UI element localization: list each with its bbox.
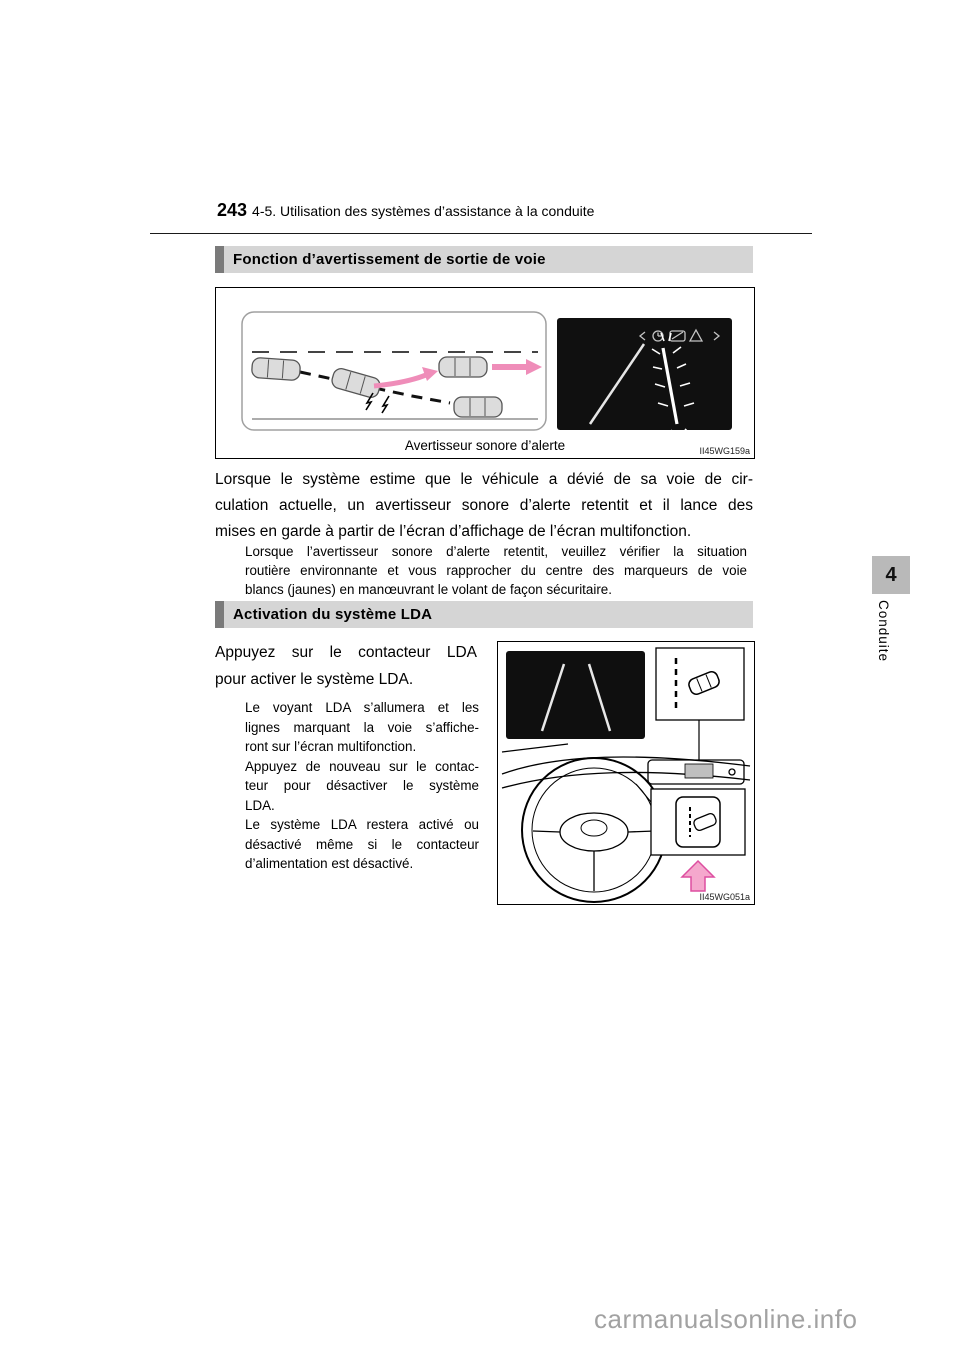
section2-title: Activation du système LDA (233, 606, 433, 623)
note-line: blancs (jaunes) en manœuvrant le volant de façon sécuritaire. (245, 582, 612, 597)
section1-header-bar (215, 246, 753, 273)
note-line: Lorsque l’avertisseur sonore d’alerte retentit, veuillez vérifier la situation (245, 544, 747, 559)
section2-note (245, 698, 479, 874)
note-line: Le voyant LDA s’allumera et les (245, 700, 479, 715)
steering-wheel (522, 758, 666, 902)
paragraph-line: Lorsque le système estime que le véhicule a dévié de sa voie de cir- (215, 471, 753, 488)
section1-title: Fonction d’avertissement de sortie de voie (233, 251, 546, 268)
section-reference: 4-5. Utilisation des systèmes d’assistance à la conduite (252, 203, 595, 219)
section2-paragraph (215, 639, 477, 693)
note-line: LDA. (245, 797, 275, 813)
note-line: désactivé même si le contacteur (245, 836, 479, 852)
lane-departure-illustration (216, 288, 754, 458)
note-line: Le système LDA restera activé ou (245, 817, 479, 832)
chapter-tab-number: 4 (872, 556, 910, 594)
section1-paragraph (215, 467, 753, 545)
figure1-id: II45WG159a (699, 446, 750, 456)
note-line: teur pour désactiver le système (245, 778, 479, 793)
note-line: routière environnante et vous rapprocher du centre des marqueurs de voie (245, 563, 747, 578)
paragraph-line: pour activer le système LDA. (215, 671, 414, 688)
page-header (217, 200, 594, 221)
press-arrow (682, 861, 714, 891)
paragraph-line: Appuyez sur le contacteur LDA (215, 644, 477, 661)
lda-activation-illustration (498, 642, 754, 904)
cluster-display-screen (506, 651, 645, 739)
section-accent-block (215, 601, 224, 628)
figure1-caption: Avertisseur sonore d’alerte (404, 438, 566, 453)
chapter-tab-label: Conduite (876, 600, 891, 663)
figure-lane-departure-warning (215, 287, 755, 459)
lda-switch-callout (636, 784, 745, 855)
car-start-icon (251, 357, 300, 380)
figure-lda-switch (497, 641, 755, 905)
page-number: 243 (217, 200, 248, 220)
section2-header-bar (215, 601, 753, 628)
paragraph-line: mises en garde à partir de l’écran d’affichage de l’écran multifonction. (215, 523, 692, 540)
note-line: ront sur l’écran multifonction. (245, 739, 417, 754)
section-accent-block (215, 246, 224, 273)
lda-indicator-callout (656, 648, 744, 720)
multi-information-display (557, 318, 732, 440)
note-line: lignes marquant la voie s’affiche- (245, 719, 479, 735)
figure2-id: II45WG051a (699, 892, 750, 902)
paragraph-line: culation actuelle, un avertisseur sonore d’alerte retentit et il lance des (215, 497, 753, 514)
header-rule (150, 233, 812, 234)
watermark: carmanualsonline.info (594, 1304, 858, 1334)
note-line: Appuyez de nouveau sur le contac- (245, 758, 479, 774)
car-corrected-icon (439, 357, 487, 377)
section1-note (245, 542, 747, 599)
note-line: d’alimentation est désactivé. (245, 856, 414, 871)
car-departed-icon (454, 397, 502, 417)
